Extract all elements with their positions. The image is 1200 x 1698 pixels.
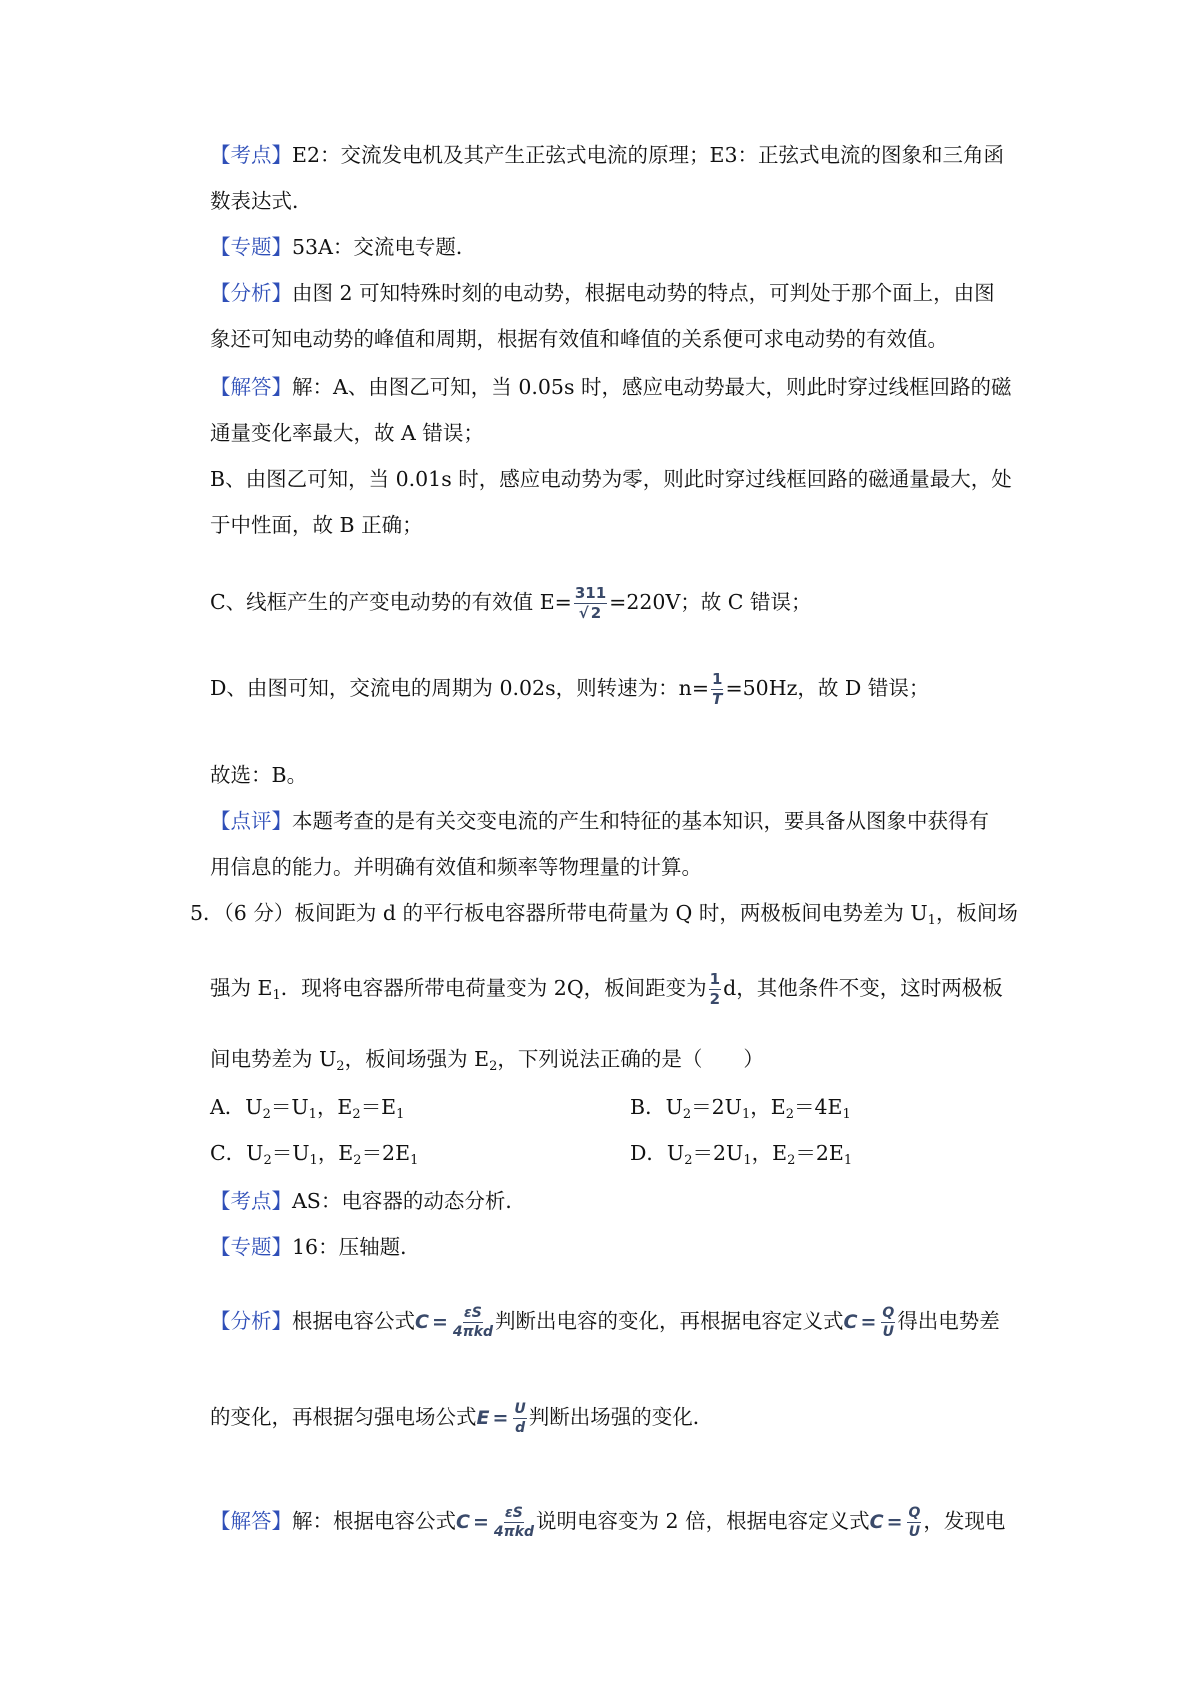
fraction-numerator: 1: [712, 670, 723, 688]
q5-option-b: [630, 1092, 851, 1130]
q5-zhuanti-text: 16：压轴题．: [292, 1235, 421, 1259]
q5-fenxi-text-1c: 得出电势差: [897, 1309, 1000, 1333]
formula-equals: =: [472, 1511, 489, 1533]
q4-jieda-text-2: 通量变化率最大，故 A 错误；: [210, 421, 484, 445]
option-a-sub-3: 2: [352, 1107, 361, 1122]
formula-c-symbol: C: [869, 1511, 884, 1533]
option-d-sub-1: 2: [684, 1153, 693, 1168]
option-a-label: A．U: [210, 1095, 263, 1119]
q4-jieda-line-1: [210, 372, 1012, 402]
option-d-mid-2: ，E: [751, 1141, 788, 1165]
q4-answer-text: 故选：B。: [210, 763, 308, 787]
sqrt-icon: √: [578, 604, 589, 622]
q4-option-d-line: [210, 672, 929, 707]
q5-fenxi-line-1: [210, 1306, 1000, 1339]
capacitance-formula: [456, 1505, 536, 1540]
fraction-numerator: Q: [908, 1505, 921, 1521]
q5-fenxi-text-1b: 判断出电容的变化，再根据电容定义式: [495, 1309, 844, 1333]
option-c-mid-1: ＝U: [271, 1141, 310, 1165]
q4-dianping-line-1: [210, 806, 989, 836]
q4-zhuanti-line: [210, 232, 476, 262]
q5-stem-line-3: [210, 1044, 764, 1082]
jieda-tag: 【解答】: [210, 375, 292, 399]
q4-fenxi-line-2: [210, 324, 948, 354]
fraction-denominator: T: [712, 690, 723, 708]
fraction-311-over-root2: [574, 586, 607, 621]
q5-fenxi-text-2a: 的变化，再根据匀强电场公式: [210, 1405, 477, 1429]
option-b-sub-1: 2: [682, 1107, 692, 1122]
fraction-denominator: 2: [709, 990, 721, 1008]
q5-fenxi-text-2b: 判断出场强的变化．: [528, 1405, 714, 1429]
kaodian-tag: 【考点】: [210, 1189, 292, 1213]
formula-equals: =: [431, 1311, 448, 1333]
q4-kaodian-line-2: [210, 186, 313, 216]
fraction-denominator: 4πkd: [493, 1524, 535, 1540]
q4-jieda-text-1: 解：A、由图乙可知，当 0.05s 时，感应电动势最大，则此时穿过线框回路的磁: [292, 375, 1012, 399]
option-a-sub-2: 1: [308, 1107, 317, 1122]
fraction-half: [709, 972, 721, 1007]
jieda-tag: 【解答】: [210, 1509, 292, 1533]
q4-dianping-text-1: 本题考查的是有关交变电流的产生和特征的基本知识，要具备从图象中获得有: [292, 809, 989, 833]
option-d-mid-1: ＝2U: [692, 1141, 744, 1165]
fraction-denominator: d: [515, 1420, 526, 1436]
q5-stem-text-2-pre: 强为 E: [210, 976, 273, 1000]
q5-number: 5．: [190, 901, 224, 925]
q5-stem-text-1-post: ，板间场: [935, 901, 1018, 925]
fraction-denominator: U: [908, 1524, 921, 1540]
q4-kaodian-text-2: 数表达式．: [210, 189, 313, 213]
q5-options-row-2: [210, 1138, 1030, 1176]
field-strength-formula: [476, 1401, 529, 1436]
q4-option-b-line-1: [210, 464, 1012, 494]
fraction-denominator: 2: [590, 604, 602, 622]
q5-stem-sub-3: 2: [336, 1059, 345, 1074]
fraction-u-over-d: [513, 1402, 526, 1435]
q4-fenxi-line-1: [210, 278, 995, 308]
q4-option-b-line-2: [210, 510, 423, 540]
option-b-mid-3: ＝4E: [793, 1095, 843, 1119]
fraction-numerator: εS: [505, 1505, 523, 1521]
q4-dianping-text-2: 用信息的能力。并明确有效值和频率等物理量的计算。: [210, 855, 702, 879]
option-b-sub-2: 1: [741, 1107, 751, 1122]
option-a-sub-4: 1: [396, 1107, 405, 1122]
q5-stem-sub-1: 1: [927, 913, 936, 928]
option-b-sub-3: 2: [785, 1107, 794, 1122]
option-a-mid-3: ＝E: [360, 1095, 397, 1119]
q5-option-a: [210, 1095, 405, 1122]
option-b-mid-2: ，E: [750, 1095, 786, 1119]
q4-option-c-line: [210, 586, 811, 621]
q5-stem-line-1: [190, 898, 1018, 936]
q4-option-b-text-2: 于中性面，故 B 正确；: [210, 513, 423, 537]
option-a-mid-2: ，E: [316, 1095, 353, 1119]
q4-option-c-text-post: =220V；故 C 错误；: [609, 590, 812, 614]
q5-zhuanti-line: [210, 1232, 421, 1262]
option-d-label: D．U: [630, 1141, 685, 1165]
q4-option-d-text-pre: D、由图可知，交流电的周期为 0.02s，则转速为：n=: [210, 676, 709, 700]
option-d-sub-3: 2: [787, 1153, 796, 1168]
option-c-sub-4: 1: [410, 1153, 419, 1168]
fraction-numerator: 311: [574, 584, 607, 602]
zhuanti-tag: 【专题】: [210, 1235, 292, 1259]
q5-fenxi-line-2: [210, 1402, 713, 1435]
q5-jieda-line-1: [210, 1506, 1005, 1539]
q5-fenxi-text-1a: 根据电容公式: [292, 1309, 415, 1333]
q4-option-b-text-1: B、由图乙可知，当 0.01s 时，感应电动势为零，则此时穿过线框回路的磁通量最大，处: [210, 467, 1012, 491]
capacitance-definition-formula: [843, 1305, 898, 1340]
option-b-label: B．U: [630, 1095, 683, 1119]
q4-jieda-line-2: [210, 418, 484, 448]
fraction-numerator: U: [514, 1401, 526, 1417]
fraction-1-over-t: [711, 672, 723, 707]
formula-equals: =: [886, 1511, 903, 1533]
formula-equals: =: [860, 1311, 877, 1333]
q5-stem-text-3-mid: ，板间场强为 E: [344, 1047, 490, 1071]
q5-stem-text-2-post: d，其他条件不变，这时两极板: [723, 976, 1003, 1000]
option-d-mid-3: ＝2E: [795, 1141, 844, 1165]
q4-kaodian-text-1: E2：交流发电机及其产生正弦式电流的原理；E3：正弦式电流的图象和三角函: [292, 143, 1005, 167]
fraction-epsilon-s-over-4pikd: [494, 1506, 534, 1539]
fenxi-tag: 【分析】: [210, 281, 292, 305]
formula-equals: =: [492, 1407, 509, 1429]
capacitance-formula: [415, 1305, 495, 1340]
q5-option-d: [630, 1138, 852, 1176]
formula-c-symbol: C: [843, 1311, 858, 1333]
q4-fenxi-text-1: 由图 2 可知特殊时刻的电动势，根据电动势的特点，可判处于那个面上，由图: [292, 281, 995, 305]
q5-stem-line-2: [210, 972, 1003, 1011]
option-c-mid-3: ＝2E: [361, 1141, 411, 1165]
q5-jieda-text-a: 解：根据电容公式: [292, 1509, 456, 1533]
fraction-epsilon-s-over-4pikd: [453, 1306, 493, 1339]
q5-stem-sub-2: 1: [272, 988, 281, 1003]
capacitance-definition-formula: [869, 1505, 924, 1540]
dianping-tag: 【点评】: [210, 809, 292, 833]
q5-option-c: [210, 1141, 419, 1168]
q5-kaodian-line: [210, 1186, 526, 1216]
q4-zhuanti-text: 53A：交流电专题．: [292, 235, 477, 259]
option-c-sub-2: 1: [309, 1153, 318, 1168]
fraction-numerator: Q: [882, 1305, 895, 1321]
option-b-mid-1: ＝2U: [691, 1095, 742, 1119]
q4-option-c-text-pre: C、线框产生的产变电动势的有效值 E=: [210, 590, 572, 614]
kaodian-tag: 【考点】: [210, 143, 292, 167]
q5-stem-text-3-pre: 间电势差为 U: [210, 1047, 337, 1071]
q5-options-row-1: [210, 1092, 1030, 1130]
formula-c-symbol: C: [456, 1511, 470, 1533]
q5-kaodian-text: AS：电容器的动态分析．: [292, 1189, 526, 1213]
option-c-sub-1: 2: [263, 1153, 272, 1168]
q5-jieda-text-c: ，发现电: [923, 1509, 1006, 1533]
q4-option-d-text-post: =50Hz，故 D 错误；: [725, 676, 930, 700]
fraction-numerator: 1: [709, 970, 721, 988]
q5-jieda-text-b: 说明电容变为 2 倍，根据电容定义式: [536, 1509, 870, 1533]
fraction-q-over-u: [907, 1506, 921, 1539]
fraction-denominator: U: [882, 1324, 895, 1340]
q5-stem-text-3-post: ，下列说法正确的是（ ）: [497, 1047, 764, 1071]
option-a-mid-1: ＝U: [270, 1095, 309, 1119]
option-c-mid-2: ，E: [317, 1141, 354, 1165]
q4-answer-line: [210, 760, 307, 790]
q5-stem-text-2-mid: ．现将电容器所带电荷量变为 2Q，板间距变为: [280, 976, 707, 1000]
option-d-sub-4: 1: [843, 1153, 853, 1168]
option-d-sub-2: 1: [743, 1153, 752, 1168]
q4-dianping-line-2: [210, 852, 702, 882]
formula-c-symbol: C: [415, 1311, 429, 1333]
option-c-label: C．U: [210, 1141, 264, 1165]
q4-kaodian-line-1: [210, 140, 1030, 170]
fraction-numerator: εS: [464, 1305, 482, 1321]
q4-fenxi-text-2: 象还可知电动势的峰值和周期，根据有效值和峰值的关系便可求电动势的有效值。: [210, 327, 948, 351]
zhuanti-tag: 【专题】: [210, 235, 292, 259]
fraction-denominator: 4πkd: [452, 1324, 494, 1340]
option-b-sub-4: 1: [842, 1107, 851, 1122]
q5-stem-text-1: （6 分）板间距为 d 的平行板电容器所带电荷量为 Q 时，两极板间电势差为 U: [223, 901, 928, 925]
option-a-sub-1: 2: [262, 1107, 271, 1122]
fraction-q-over-u: [881, 1306, 895, 1339]
formula-e-symbol: E: [476, 1407, 490, 1429]
fenxi-tag: 【分析】: [210, 1309, 292, 1333]
option-c-sub-3: 2: [353, 1153, 362, 1168]
q5-stem-sub-4: 2: [489, 1059, 498, 1074]
